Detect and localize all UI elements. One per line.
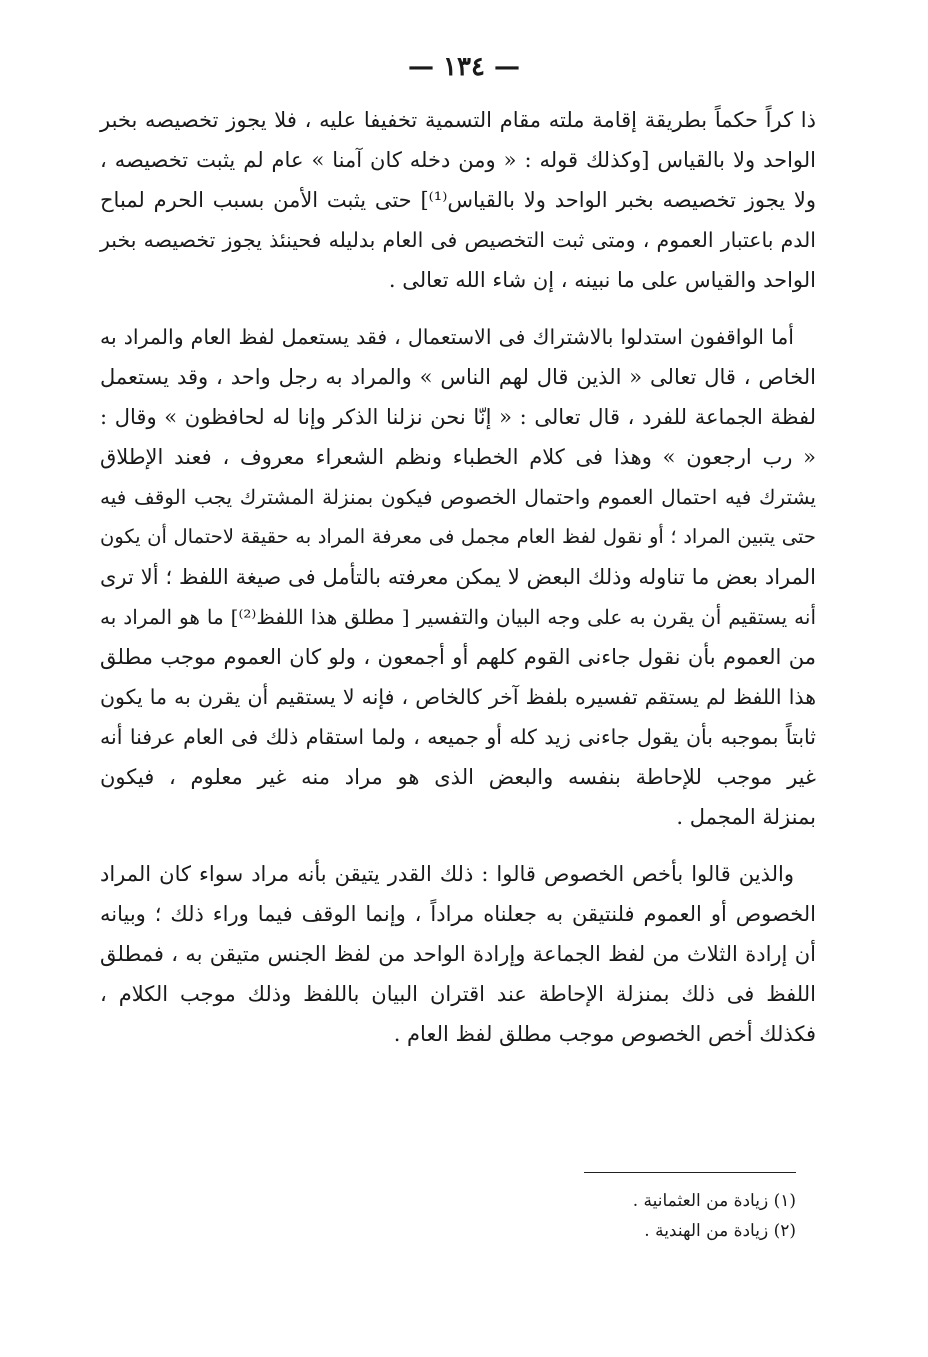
footnote-2: (٢) زيادة من الهندية . bbox=[644, 1221, 796, 1241]
text-line: الدم باعتبار العموم ، ومتى ثبت التخصيص فى العام بدليله فحينئذ يجوز تخصيصه بخبر bbox=[100, 228, 816, 252]
text-line: الواحد والقياس على ما نبينه ، إن شاء الله تعالى . bbox=[388, 268, 816, 292]
text-line: الخصوص أو العموم فلنتيقن به جعلناه مراداً ، وإنما الوقف فيما وراء ذلك ؛ وبيانه bbox=[100, 902, 816, 926]
text-line: حتى يتبين المراد ؛ أو نقول لفظ العام مجمل فى معرفة المراد به حقيقة لاحتمال أن يكون bbox=[100, 525, 816, 548]
paragraph-2 bbox=[100, 317, 816, 837]
text-line: غير موجب للإحاطة بنفسه والبعض الذى هو مراد منه غير معلوم ، فيكون bbox=[100, 765, 816, 789]
footnote-divider bbox=[584, 1172, 796, 1173]
text-line: فكذلك أخص الخصوص موجب مطلق لفظ العام . bbox=[393, 1022, 816, 1046]
text-line: « رب ارجعون » وهذا فى كلام الخطباء ونظم الشعراء معروف ، فعند الإطلاق bbox=[100, 445, 816, 469]
text-line: الواحد ولا بالقياس [وكذلك قوله : « ومن دخله كان آمنا » عام لم يثبت تخصيصه ، bbox=[100, 148, 816, 172]
text-line: يشترك فيه احتمال العموم واحتمال الخصوص فيكون بمنزلة المشترك يجب الوقف فيه bbox=[100, 485, 816, 509]
footnotes bbox=[396, 1186, 796, 1246]
text-line: المراد بعض ما تناوله وذلك البعض لا يمكن معرفته بالتأمل فى صيغة اللفظ ؛ ألا ترى bbox=[100, 565, 816, 589]
text-line: أن إرادة الثلاث من لفظ الجماعة وإرادة الواحد من لفظ الجنس متيقن به ، فمطلق bbox=[100, 942, 816, 966]
page-number: — ١٣٤ — bbox=[407, 52, 521, 82]
footnote-1: (١) زيادة من العثمانية . bbox=[632, 1191, 796, 1211]
text-line: ذا كراً حكماً بطريقة إقامة ملته مقام التسمية تخفيفا عليه ، فلا يجوز تخصيصه بخبر bbox=[100, 108, 816, 132]
text-line: هذا اللفظ لم يستقم تفسيره بلفظ آخر كالخاص ، فإنه لا يستقيم أن يقرن به ما يكون bbox=[100, 685, 816, 709]
paragraph-1 bbox=[100, 100, 816, 300]
text-line: أما الواقفون استدلوا بالاشتراك فى الاستعمال ، فقد يستعمل لفظ العام والمراد به bbox=[100, 325, 794, 349]
text-line: الخاص ، قال تعالى « الذين قال لهم الناس » والمراد به رجل واحد ، وقد يستعمل bbox=[100, 365, 816, 389]
text-line: بمنزلة المجمل . bbox=[676, 805, 816, 829]
text-line: أنه يستقيم أن يقرن به على وجه البيان والتفسير [ مطلق هذا اللفظ⁽²⁾] ما هو المراد به bbox=[100, 605, 816, 629]
text-line: لفظة الجماعة للفرد ، قال تعالى : « إنّا نحن نزلنا الذكر وإنا له لحافظون » وقال : bbox=[100, 405, 816, 429]
text-line: ثابتاً بموجبه بأن يقول جاءنى زيد كله أو جميعه ، ولما استقام ذلك فى العام عرفنا أنه bbox=[100, 725, 816, 749]
text-line: والذين قالوا بأخص الخصوص قالوا : ذلك القدر يتيقن بأنه مراد سواء كان المراد bbox=[100, 862, 794, 886]
paragraph-3 bbox=[100, 854, 816, 1054]
text-line: اللفظ فى ذلك بمنزلة الإحاطة عند اقتران البيان باللفظ وذلك موجب الكلام ، bbox=[100, 982, 816, 1006]
text-line: ولا يجوز تخصيصه بخبر الواحد ولا بالقياس⁽¹⁾] حتى يثبت الأمن بسبب الحرم لمباح bbox=[100, 188, 816, 212]
text-line: من العموم بأن نقول جاءنى القوم كلهم أو أجمعون ، ولو كان العموم موجب مطلق bbox=[100, 645, 816, 669]
main-text bbox=[100, 100, 816, 1071]
